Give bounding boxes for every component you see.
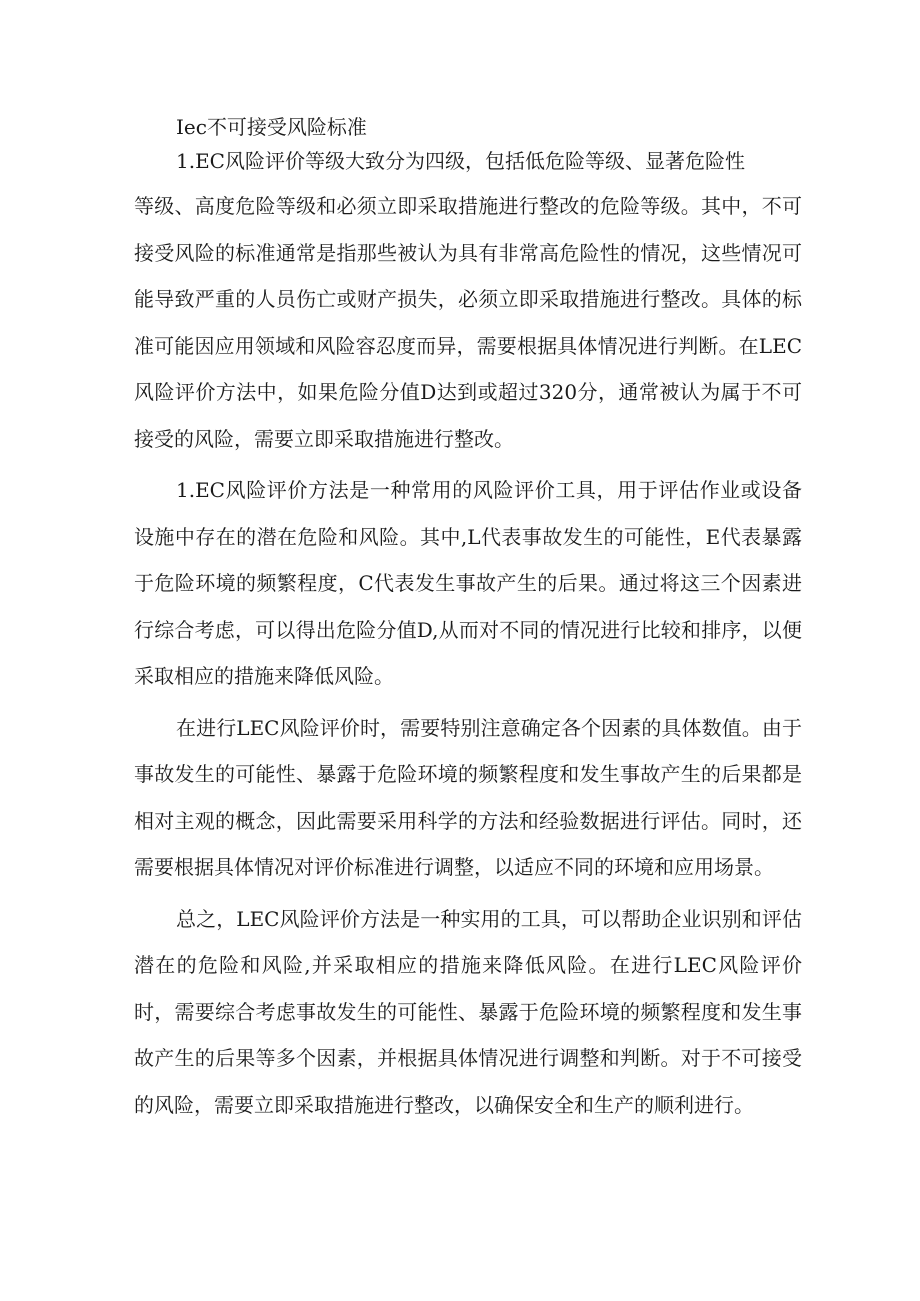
- document-title: Iec不可接受风险标准: [176, 115, 367, 139]
- paragraph-3: 在进行LEC风险评价时，需要特别注意确定各个因素的具体数值。由于事故发生的可能性、暴露于危险环境的频繁程度和发生事故产生的后果都是相对主观的概念，因此需要采用科学的方法和经验数据进行评估。同时，还需要根据具体情况对评价标准进行调整，以适应不同的环境和应用场景。: [134, 715, 802, 879]
- paragraph-1-first-line: 1.EC风险评价等级大致分为四级，包括低危险等级、显著危险性: [176, 149, 745, 173]
- paragraph-1-continuation: 等级、高度危险等级和必须立即采取措施进行整改的危险等级。其中，不可接受风险的标准通常是指那些被认为具有非常高危险性的情况，这些情况可能导致严重的人员伤亡或财产损失，必须立即采取措施进行整改。具体的标准可能因应用领域和风险容忍度而异，需要根据具体情况进行判断。在LEC风险评价方法中，如果危险分值D达到或超过320分，通常被认为属于不可接受的风险，需要立即采取措施进行整改。: [134, 194, 802, 451]
- document-body: [134, 110, 802, 1128]
- paragraph-2: 1.EC风险评价方法是一种常用的风险评价工具，用于评估作业或设备设施中存在的潜在危险和风险。其中,L代表事故发生的可能性，E代表暴露于危险环境的频繁程度，C代表发生事故产生的后果。通过将这三个因素进行综合考虑，可以得出危险分值D,从而对不同的情况进行比较和排序，以便采取相应的措施来降低风险。: [134, 478, 802, 688]
- paragraph-4: 总之，LEC风险评价方法是一种实用的工具，可以帮助企业识别和评估潜在的危险和风险,并采取相应的措施来降低风险。在进行LEC风险评价时，需要综合考虑事故发生的可能性、暴露于危险环境的频繁程度和发生事故产生的后果等多个因素，并根据具体情况进行调整和判断。对于不可接受的风险，需要立即采取措施进行整改，以确保安全和生产的顺利进行。: [134, 906, 802, 1117]
